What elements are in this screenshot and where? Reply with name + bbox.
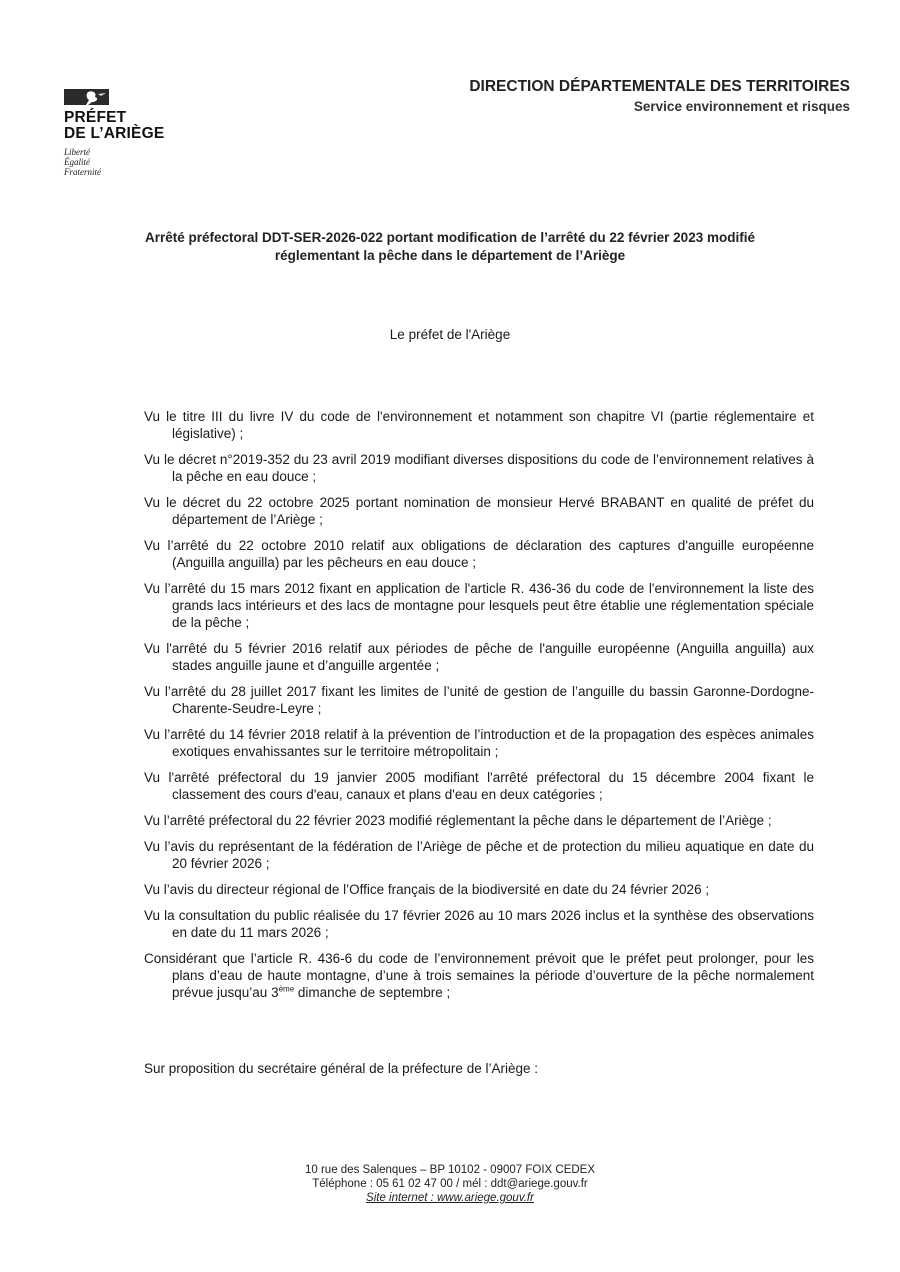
considerant-item: Vu le décret n°2019-352 du 23 avril 2019 modifiant diverses dispositions du code de l’environnement relatives à la pêche en eau douce ; [144, 452, 814, 484]
ordinal-superscript: ème [278, 984, 295, 994]
considerants-list [144, 408, 814, 1010]
considerant-item: Vu l'arrêté du 5 février 2016 relatif aux périodes de pêche de l'anguille européenne (Anguilla anguilla) aux stades anguille jaune et d’anguille argentée ; [144, 641, 814, 673]
logo-title-line2: DE L’ARIÈGE [64, 125, 165, 142]
logo-title-line1: PRÉFET [64, 109, 127, 126]
considerant-item: Vu l’arrêté préfectoral du 22 février 2023 modifié réglementant la pêche dans le département de l’Ariège ; [144, 813, 772, 828]
considerant-item: Vu l’avis du directeur régional de l’Office français de la biodiversité en date du 24 février 2026 ; [144, 882, 710, 897]
document-title [90, 229, 810, 265]
issuing-service [469, 77, 850, 117]
considerant-item: Vu l’arrêté du 28 juillet 2017 fixant les limites de l’unité de gestion de l’anguille du bassin Garonne-Dordogne-Charente-Seudre-Leyre ; [144, 684, 814, 716]
considerant-item: Vu l’arrêté du 15 mars 2012 fixant en application de l'article R. 436-36 du code de l'environnement la liste des grands lacs intérieurs et des lacs de montagne pour lesquels peut être établie une réglementation spéciale de la pêche ; [144, 581, 814, 630]
prefecture-logo [64, 89, 194, 177]
title-line2: réglementant la pêche dans le département de l’Ariège [274, 248, 626, 263]
considerant-item: Vu l’arrêté du 22 octobre 2010 relatif aux obligations de déclaration des captures d'anguille européenne (Anguilla anguilla) par les pêcheurs en eau douce ; [144, 538, 814, 570]
motto-liberte: Liberté [64, 147, 90, 157]
considerant-item: Vu le décret du 22 octobre 2025 portant nomination de monsieur Hervé BRABANT en qualité de préfet du département de l’Ariège ; [144, 495, 814, 527]
considerant-item: Vu l’avis du représentant de la fédération de l’Ariège de pêche et de protection du milieu aquatique en date du 20 février 2026 ; [144, 839, 814, 871]
logo-title [64, 110, 194, 142]
footer-contact: Téléphone : 05 61 02 47 00 / mél : ddt@ariege.gouv.fr [312, 1178, 588, 1190]
title-line1: Arrêté préfectoral DDT-SER-2026-022 portant modification de l’arrêté du 22 février 2023 modifié [145, 230, 755, 245]
service-name: Service environnement et risques [633, 99, 850, 114]
considerant-item: Vu l'arrêté préfectoral du 19 janvier 2005 modifiant l'arrêté préfectoral du 15 décembre 2004 fixant le classement des cours d'eau, canaux et plans d'eau en deux catégories ; [144, 770, 814, 802]
motto-egalite: Égalité [64, 157, 90, 167]
considerant-item: Vu l’arrêté du 14 février 2018 relatif à la prévention de l’introduction et de la propagation des espèces animales exotiques envahissantes sur le territoire métropolitain ; [144, 727, 814, 759]
considerant-final-text: Considérant que l’article R. 436-6 du code de l’environnement prévoit que le préfet peut prolonger, pour les plans d’eau de haute montagne, d’une à trois semaines la période d’ouverture de la pêche normalement prévue jusqu’au 3 [144, 951, 814, 1000]
motto-fraternite: Fraternité [64, 167, 101, 177]
considerant-final-end: dimanche de septembre ; [294, 985, 451, 1000]
considerant-item: Vu la consultation du public réalisée du 17 février 2026 au 10 mars 2026 inclus et la synthèse des observations en date du 11 mars 2026 ; [144, 908, 814, 940]
marianne-flag-icon [64, 89, 109, 105]
proposition-line: Sur proposition du secrétaire général de la préfecture de l’Ariège : [144, 1061, 538, 1076]
footer-address: 10 rue des Salenques – BP 10102 - 09007 FOIX CEDEX [304, 1164, 596, 1176]
footer-website-link[interactable]: Site internet : www.ariege.gouv.fr [366, 1192, 534, 1204]
prefet-heading: Le préfet de l'Ariège [389, 327, 511, 342]
considerant-final [144, 950, 814, 1001]
page-footer [0, 1163, 900, 1205]
considerant-item: Vu le titre III du livre IV du code de l'environnement et notamment son chapitre VI (partie réglementaire et législative) ; [144, 409, 814, 441]
department-name: DIRECTION DÉPARTEMENTALE DES TERRITOIRES [469, 78, 850, 95]
republic-motto [64, 147, 194, 177]
